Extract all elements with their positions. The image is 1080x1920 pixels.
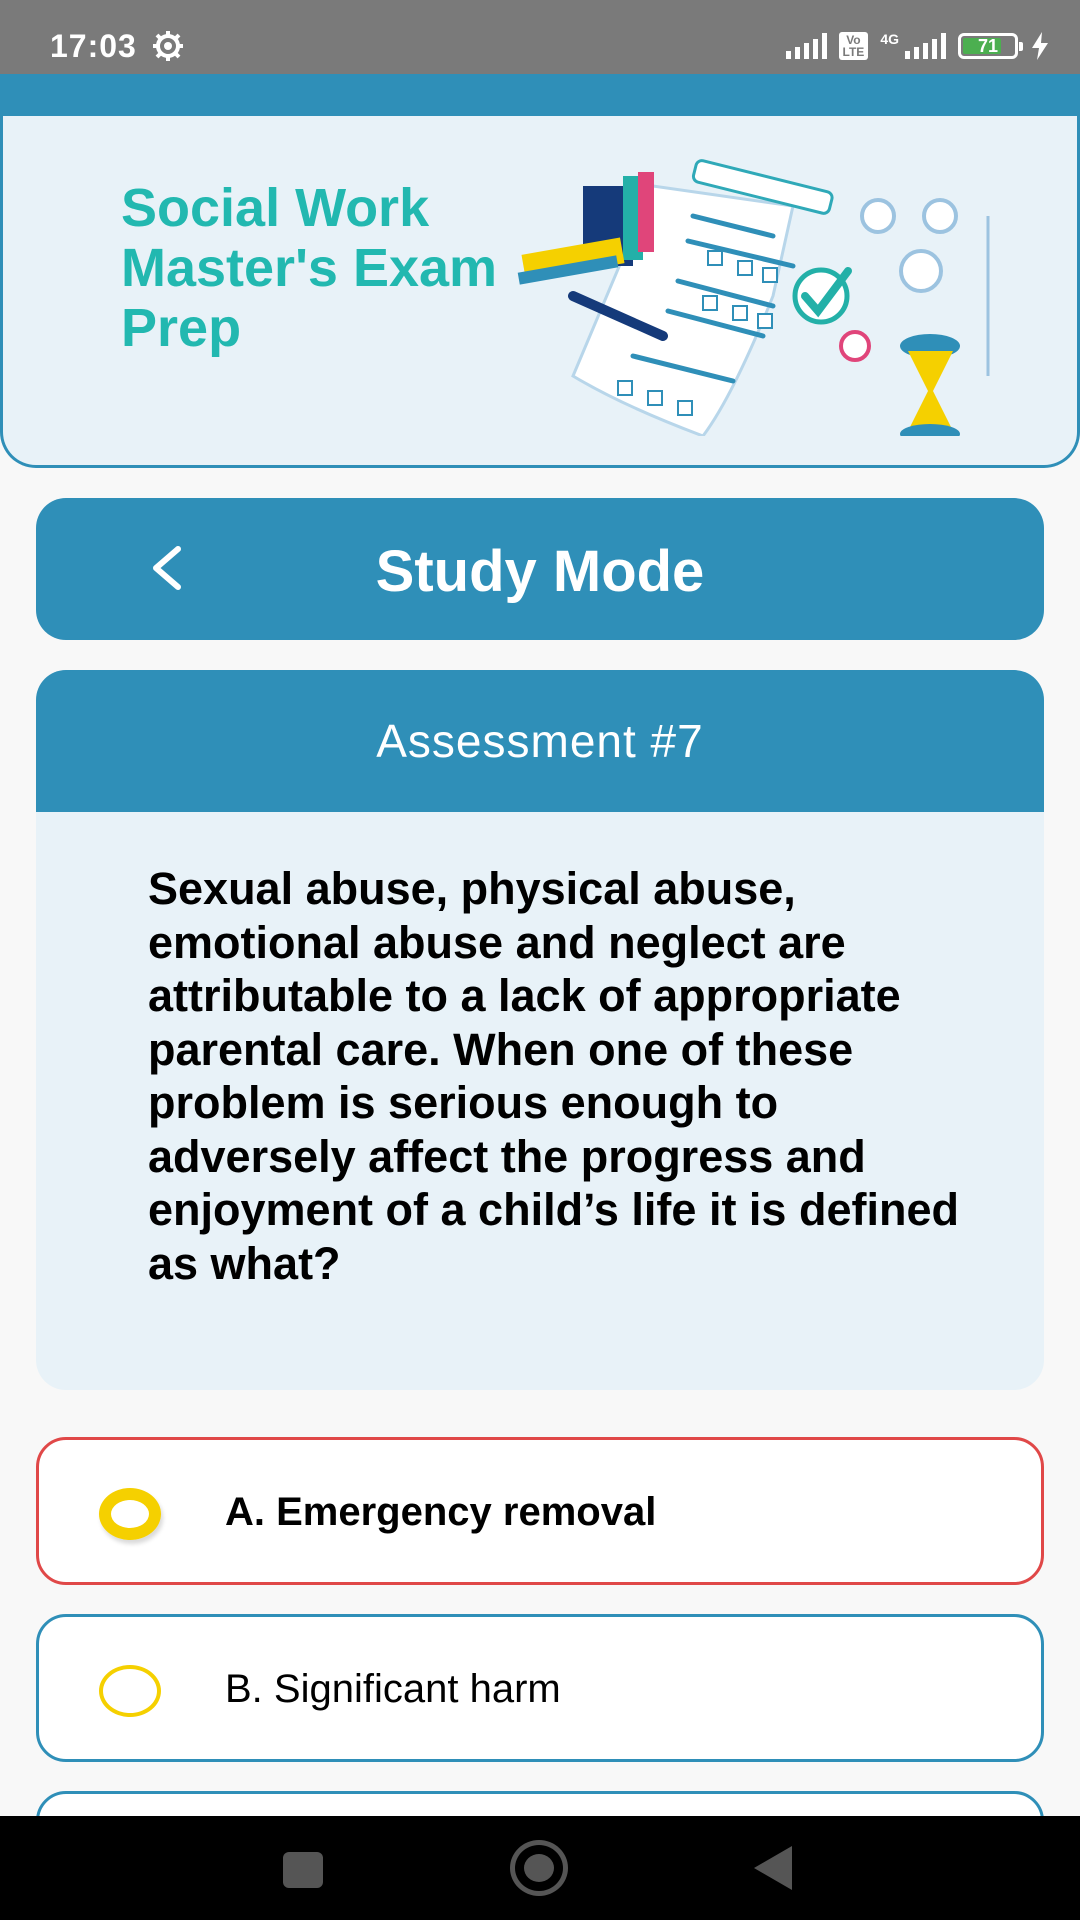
top-accent-band	[0, 74, 1080, 118]
question-card	[36, 670, 1044, 1390]
exam-illustration-icon	[503, 146, 1003, 436]
page-title: Study Mode	[375, 539, 705, 604]
signal-4g-icon	[905, 33, 946, 59]
radio-unselected-icon[interactable]	[99, 1665, 161, 1717]
signal-icon	[786, 33, 827, 59]
status-bar	[0, 0, 1080, 74]
app-banner	[0, 116, 1080, 468]
study-mode-header	[36, 498, 1044, 640]
battery-icon	[958, 33, 1018, 59]
answer-label: A. Emergency removal	[225, 1490, 657, 1534]
volte-icon: Vo LTE	[839, 32, 869, 60]
answer-option-b[interactable]	[36, 1614, 1044, 1762]
home-icon[interactable]	[510, 1840, 568, 1896]
network-type-label: 4G	[880, 31, 899, 47]
system-nav-bar	[0, 1816, 1080, 1920]
charging-icon	[1030, 32, 1050, 60]
answer-label: B. Significant harm	[225, 1667, 561, 1711]
assessment-heading: Assessment #7	[36, 670, 1044, 812]
back-icon[interactable]	[754, 1846, 792, 1890]
settings-gear-icon	[152, 30, 184, 62]
recent-apps-icon[interactable]	[283, 1852, 323, 1888]
answer-option-a[interactable]	[36, 1437, 1044, 1585]
app-title: Social Work Master's Exam Prep	[121, 178, 498, 358]
status-time: 17:03	[50, 28, 137, 64]
question-text: Sexual abuse, physical abuse, emotional abuse and neglect are attributable to a lack of appropriate parental care. When one of these problem is serious enough to adversely affect the progress and enjoyment of a child’s life it is defined as what?	[148, 863, 959, 1289]
radio-selected-icon[interactable]	[99, 1488, 161, 1540]
battery-level: 71	[977, 35, 999, 56]
